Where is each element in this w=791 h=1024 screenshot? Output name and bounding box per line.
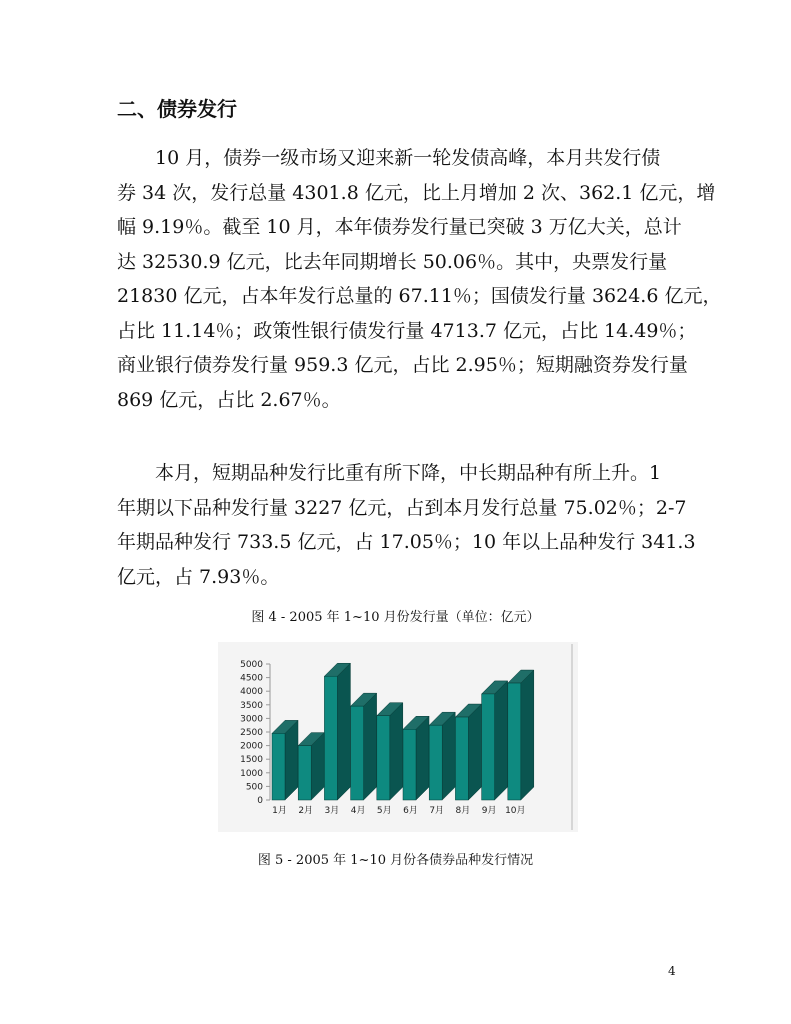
bar (429, 712, 455, 800)
x-tick-label: 3月 (324, 806, 340, 816)
bar (455, 704, 481, 800)
issuance-bar-chart (218, 642, 578, 832)
text-line: 幅 9.19％。截至 10 月，本年债券发行量已突破 3 万亿大关，总计 (117, 216, 682, 238)
y-tick-label: 0 (257, 796, 263, 806)
y-tick-label: 4000 (240, 687, 263, 698)
text-line: 年期以下品种发行量 3227 亿元，占到本月发行总量 75.02％；2-7 (117, 496, 687, 519)
bar (377, 703, 403, 800)
text-line: 占比 11.14％；政策性银行债发行量 4713.7 亿元，占比 14.49％； (117, 319, 697, 342)
bar (482, 681, 508, 800)
page-number: 4 (668, 964, 676, 978)
text-line: 达 32530.9 亿元，比去年同期增长 50.06％。其中，央票发行量 (117, 250, 668, 273)
text-line: 亿元，占 7.93％。 (117, 565, 280, 588)
bar-front (508, 683, 521, 800)
text-line: 券 34 次，发行总量 4301.8 亿元，比上月增加 2 次、362.1 亿元，增 (117, 181, 716, 204)
bar-front (377, 716, 390, 800)
y-tick-label: 500 (245, 782, 263, 793)
x-tick-label: 8月 (455, 806, 471, 816)
bar (298, 733, 324, 800)
y-tick-label: 3500 (240, 700, 263, 711)
bar (508, 670, 534, 800)
text-line: 869 亿元，占比 2.67％。 (117, 388, 341, 411)
bar-front (455, 717, 468, 800)
bar-side (468, 704, 481, 800)
text-line: 21830 亿元，占本年发行总量的 67.11％；国债发行量 3624.6 亿元， (117, 285, 722, 307)
bar-side (416, 716, 429, 800)
bar (403, 716, 429, 800)
bar (324, 663, 350, 800)
y-tick-label: 5000 (240, 660, 263, 670)
paragraph-issuance-summary (117, 141, 722, 417)
text-line: 本月，短期品种发行比重有所下降，中长期品种有所上升。1 (155, 462, 662, 484)
bar-front (403, 729, 416, 800)
bar-front (351, 706, 364, 800)
bar-side (442, 712, 455, 800)
x-tick-label: 9月 (481, 806, 497, 816)
bar-front (272, 733, 285, 800)
paragraph-term-structure (117, 456, 696, 594)
text-line: 10 月，债券一级市场又迎来新一轮发债高峰，本月共发行债 (155, 147, 661, 169)
text-line: 年期品种发行 733.5 亿元，占 17.05％；10 年以上品种发行 341.3 (117, 531, 696, 553)
x-tick-label: 1月 (272, 806, 287, 816)
bar-front (482, 694, 495, 800)
x-tick-label: 6月 (403, 806, 418, 816)
bar-side (364, 693, 377, 800)
text-line: 商业银行债券发行量 959.3 亿元，占比 2.95％；短期融资券发行量 (117, 354, 688, 376)
x-tick-label: 7月 (429, 806, 445, 816)
y-tick-label: 3000 (240, 714, 263, 725)
bar-front (298, 746, 311, 800)
bar-side (495, 681, 508, 800)
x-tick-label: 4月 (350, 806, 366, 816)
x-tick-label: 5月 (376, 806, 392, 816)
bar (351, 693, 377, 800)
y-tick-label: 4500 (240, 673, 263, 684)
section-heading: 二、债券发行 (117, 97, 237, 121)
bar-side (521, 670, 534, 800)
y-tick-label: 1500 (240, 755, 263, 766)
bar-side (337, 663, 350, 800)
y-tick-label: 2000 (240, 741, 263, 752)
bar-side (285, 720, 298, 800)
figure-5-caption: 图 5 - 2005 年 1~10 月份各债券品种发行情况 (257, 853, 534, 868)
y-tick-label: 2500 (240, 728, 263, 738)
y-tick-label: 1000 (240, 768, 263, 779)
bar-front (324, 676, 337, 800)
bar-side (390, 703, 403, 800)
bar (272, 720, 298, 800)
x-tick-label: 10月 (505, 806, 526, 816)
bar-front (429, 725, 442, 800)
figure-4-caption: 图 4 - 2005 年 1~10 月份发行量（单位：亿元） (251, 610, 540, 625)
x-tick-label: 2月 (298, 806, 314, 816)
